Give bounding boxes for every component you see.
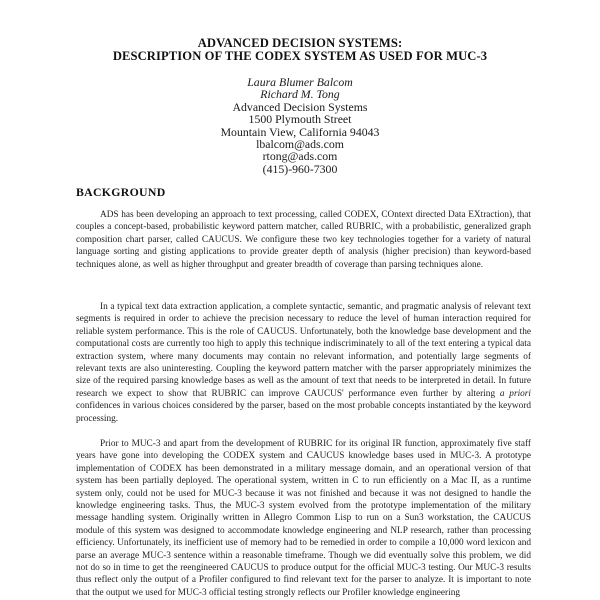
paragraph-3: Prior to MUC-3 and apart from the development of RUBRIC for its original IR function, approximately five staff years have gone into developing the CODEX system and CAUCUS knowledge bases used in MUC-3. A prototype implementation of CODEX has been demonstrated in a military message domain, and an operational version of that system has been partially deployed. The operational system, written in C to run efficiently on a Mac II, as a runtime system only, could not be used for MUC-3 because it was not finished and because it was not designed to handle the knowledge engineering tasks. Thus, the MUC-3 system evolved from the prototype implementation of the military message handling system. Originally written in Allegro Common Lisp to run on a Sun3 workstation, the CAUCUS module of this system was designed to accommodate knowledge engineering and NLP research, rather than processing efficiency. Unfortunately, its inefficient use of memory had to be remedied in order to compile a 10,000 word lexicon and parse an average MUC-3 sentence within a reasonable timeframe. Though we did eventually solve this problem, we did not do so in time to get the reengineered CAUCUS to produce output for the official MUC-3 testing. Our MUC-3 results thus reflect only the output of a Profiler configured to find relevant text for the parser to analyze. It is important to note that the output we used for MUC-3 official testing strongly reflects our Profiler knowledge engineering [76,439,531,598]
paper-title-line-2: DESCRIPTION OF THE CODEX SYSTEM AS USED FOR MUC-3 [112,49,488,63]
paragraph-2-text-end: confidences in various choices considered by the parser, based on the most probable concepts instantiated by the keyword processing. [76,401,531,424]
paragraph-2-text-start: In a typical text data extraction application, a complete syntactic, semantic, and pragmatic analysis of relevant text segments is required in order to achieve the precision necessary to reduce the level of human interaction required for reliable system performance. This is the role of CAUCUS. Unfortunately, both the knowledge base development and the computational costs are currently too high to apply this technique indiscriminately to all of the text entering a typical data extraction system, where many documents may contain no relevant information, and potentially large segments of relevant texts are also uninteresting. Coupling the keyword pattern matcher with the parser appropriately minimizes the size of the required parsing knowledge bases as well as the amount of text that needs to be interpreted in detail. In future research we expect to show that RUBRIC can improve CAUCUS' performance even further by altering [76,302,531,399]
author-phone: (415)-960-7300 [262,161,338,176]
author-city: Mountain View, California 94043 [220,124,380,139]
author-name-1: Laura Blumer Balcom [247,75,353,89]
paragraph-2-italic-phrase: a priori [499,388,531,399]
paragraph-2 [76,301,531,425]
paper-title-line-1: ADVANCED DECISION SYSTEMS: [197,36,403,50]
author-organization: Advanced Decision Systems [232,99,368,114]
paragraph-1: ADS has been developing an approach to text processing, called CODEX, COntext directed Data EXtraction), that couples a concept-based, probabilistic keyword pattern matcher, called RUBRIC, with a probabilistic, generalized graph composition chart parser, called CAUCUS. We configure these two key technologies together for a variety of natural language sorting and gisting applications to provide greater depth of analysis (higher precision) than keyword-based techniques alone, as well as higher throughput and greater breadth of coverage than parsing techniques alone. [76,210,531,270]
section-heading-background: BACKGROUND [76,185,166,199]
author-street: 1500 Plymouth Street [248,112,352,127]
author-email-2: rtong@ads.com [262,149,338,164]
author-name-2: Richard M. Tong [260,87,340,102]
author-block [120,76,480,175]
author-email-1: lbalcom@ads.com [256,137,344,152]
